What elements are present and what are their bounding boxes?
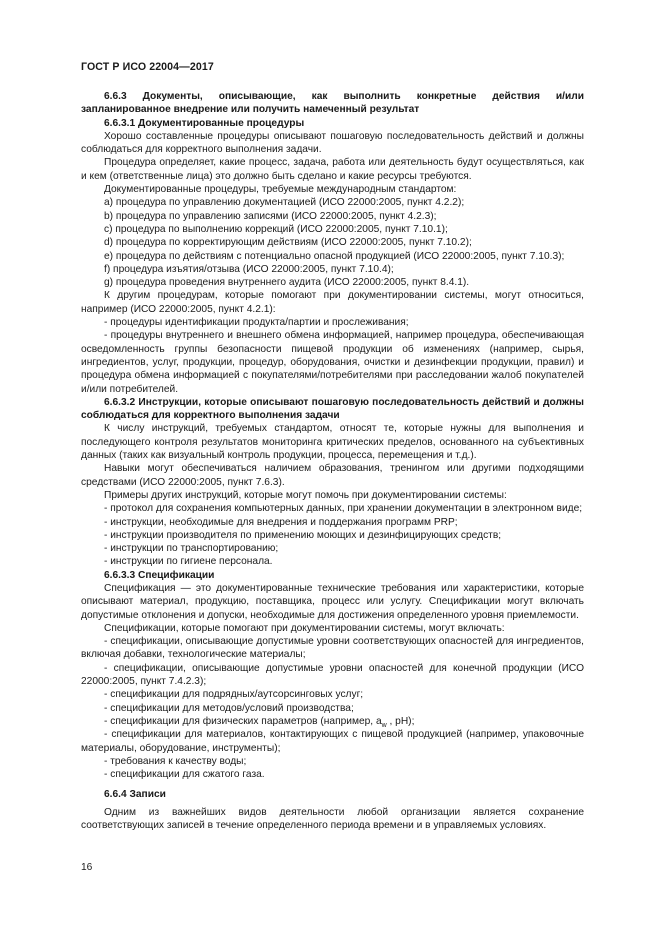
paragraph: Спецификация — это документированные технические требования или характеристики, которые описывают материал, продукцию, поставщика, процесс или услугу. Спецификации могут включать допустимые отклонения и допуски, необходимые для достижения определенного уровня приемлемости. <box>81 582 584 621</box>
page-number: 16 <box>81 862 93 873</box>
paragraph: К другим процедурам, которые помогают при документировании системы, могут относиться, например (ИСО 22000:2005, пункт 4.2.1): <box>81 290 584 315</box>
list-item: a) процедура по управлению документацией (ИСО 22000:2005, пункт 4.2.2); <box>104 197 465 209</box>
paragraph: Навыки могут обеспечиваться наличием образования, тренингом или другими подходящими средствами (ИСО 22000:2005, пункт 7.6.3). <box>81 463 584 488</box>
list-item: - спецификации для подрядных/аутсорсинговых услуг; <box>104 689 364 701</box>
list-item: - инструкции, необходимые для внедрения и поддержания программ PRP; <box>104 516 458 528</box>
document-body <box>81 90 584 832</box>
list-item: - требования к качеству воды; <box>104 755 247 767</box>
paragraph: Процедура определяет, какие процесс, задача, работа или деятельность будут осуществляться, как и кем (ответственные лица) это должно быть сделано и какие ресурсы требуются. <box>81 157 584 182</box>
list-item-text: , pH); <box>386 715 415 727</box>
paragraph: Одним из важнейших видов деятельности любой организации является сохранение соответствующих записей в течение определенного периода времени и в управляемых условиях. <box>81 806 584 832</box>
list-item: - инструкции по гигиене персонала. <box>104 556 273 568</box>
section-6-6-3-heading: 6.6.3 Документы, описывающие, как выполнить конкретные действия и/или запланированное внедрение или получить намеченный результат <box>81 91 584 116</box>
section-6-6-4-heading: 6.6.4 Записи <box>104 789 166 801</box>
list-item: g) процедура проведения внутреннего аудита (ИСО 22000:2005, пункт 8.4.1). <box>104 277 470 289</box>
list-item-text: - спецификации для физических параметров (например, a <box>104 715 382 727</box>
paragraph: Хорошо составленные процедуры описывают пошаговую последовательность действий и должны соблюдаться для корректного выполнения задачи. <box>81 130 584 156</box>
list-item: - инструкции по транспортированию; <box>104 543 279 555</box>
list-item: - спецификации для методов/условий производства; <box>104 702 354 714</box>
list-item: - процедуры идентификации продукта/партии и прослеживания; <box>104 317 409 329</box>
list-item: - спецификации, описывающие допустимые уровни опасностей для конечной продукции (ИСО 22000:2005, пункт 7.4.2.3); <box>81 662 584 688</box>
subscript: w <box>381 721 387 729</box>
list-item: - спецификации для сжатого газа. <box>104 769 265 781</box>
list-item: - процедуры внутреннего и внешнего обмена информацией, например процедура, обеспечивающая осведомленность группы безопасности пищевой продукции об изменениях (например, сырья, ингредиентов, услуг, продукции, процедур, оборудования, очистки и дезинфекции продукции, правил) и процедура обмена информацией с покупателями/потребителями при расследовании жалоб покупателей и/или потребителей. <box>81 330 584 395</box>
list-item: b) процедура по управлению записями (ИСО 22000:2005, пункт 4.2.3); <box>104 210 437 222</box>
paragraph: Спецификации, которые помогают при документировании системы, могут включать: <box>104 622 505 634</box>
list-item: - инструкции производителя по применению моющих и дезинфицирующих средств; <box>104 529 502 541</box>
section-6-6-3-2-heading: 6.6.3.2 Инструкции, которые описывают пошаговую последовательность действий и должны соблюдаться для корректного выполнения задачи <box>81 396 584 422</box>
paragraph: Документированные процедуры, требуемые международным стандартом: <box>104 184 457 196</box>
list-item <box>81 715 584 728</box>
list-item: d) процедура по корректирующим действиям (ИСО 22000:2005, пункт 7.10.2); <box>104 237 472 249</box>
list-item: c) процедура по выполнению коррекций (ИСО 22000:2005, пункт 7.10.1); <box>104 223 448 235</box>
document-header: ГОСТ Р ИСО 22004—2017 <box>81 61 214 73</box>
list-item: - спецификации, описывающие допустимые уровни соответствующих опасностей для ингредиентов, включая добавки, технологические материалы; <box>81 636 584 661</box>
list-item: - спецификации для материалов, контактирующих с пищевой продукцией (например, упаковочные материалы, оборудование, инструменты); <box>81 729 584 754</box>
section-6-6-3-3-heading: 6.6.3.3 Спецификации <box>104 569 215 581</box>
list-item: e) процедура по действиям с потенциально опасной продукцией (ИСО 22000:2005, пункт 7.10.3); <box>104 250 565 262</box>
paragraph: К числу инструкций, требуемых стандартом, относят те, которые нужны для выполнения и последующего контроля результатов мониторинга критических пределов, основанного на субъективных данных (таких как визуальный контроль продукции, процесса, перемещения и т.д.). <box>81 423 584 462</box>
paragraph: Примеры других инструкций, которые могут помочь при документировании системы: <box>104 489 507 501</box>
section-6-6-3-1-heading: 6.6.3.1 Документированные процедуры <box>104 117 305 129</box>
list-item: - протокол для сохранения компьютерных данных, при хранении документации в электронном виде; <box>104 503 583 515</box>
list-item: f) процедура изъятия/отзыва (ИСО 22000:2005, пункт 7.10.4); <box>104 263 394 275</box>
